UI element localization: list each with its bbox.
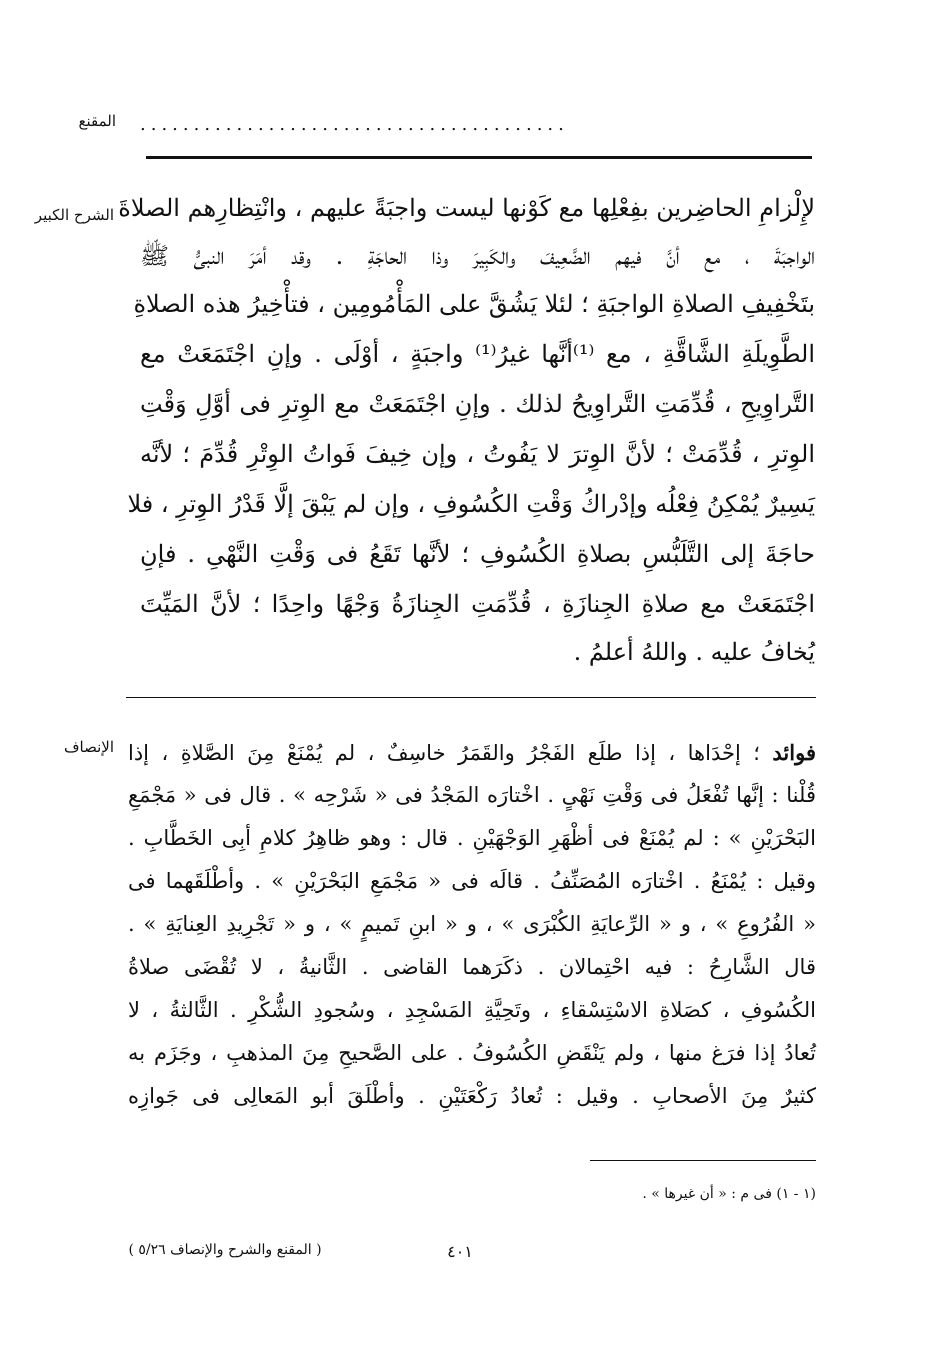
header-rule <box>146 156 812 159</box>
text-line: « الفُرُوعِ » ، و « الرِّعايَةِ الكُبْرَى » ، و « ابنِ تَميمٍ » ، و « تَجْرِيدِ العِنايَةِ » . <box>128 912 816 936</box>
text-line: يَسِيرٌ يُمْكِنُ فِعْلُه وإدْراكُ وَقْتِ الكُسُوفِ ، وإن لم يَبْقَ إلَّا قَدْرُ الوِترِ ، فلا <box>127 490 815 518</box>
text-line: لإِلْزامِ الحاضِرين بفِعْلِها مع كَوْنها ليست واجبَةً عليهم ، وانْتِظارِهم الصلاةَ <box>118 194 815 222</box>
text-line: الواجبَةَ ، مع أنَّ فيهم الضَّعِيفَ والكَبِيرَ وذا الحاجَةِ . وقد أمَرَ النبىُّ ﷺ <box>140 242 816 270</box>
text-line: البَحْرَيْنِ » : لم يُمْنَعْ فى أظْهَرِ الوَجْهَيْنِ . قال : وهو ظاهِرُ كلامِ أبِى الخَطَّابِ . <box>128 826 816 850</box>
page-number: ٤٠١ <box>447 1242 473 1261</box>
insaf-text-block <box>128 736 816 1156</box>
text-line <box>128 736 816 770</box>
text-line: وقيل : يُمْنَعُ . اخْتارَه المُصَنِّفُ . قالَه فى « مَجْمَعِ البَحْرَيْنِ » . وأطْلَقَهما فى <box>128 869 816 893</box>
text-line: التَّراوِيحِ ، قُدِّمَتِ التَّراوِيحُ لذلك . وإنِ اجْتَمَعَتْ مع الوِترِ فى أوَّلِ وَقْتِ <box>140 390 815 418</box>
running-header-title: المقنع <box>78 112 116 130</box>
footnote-rule <box>590 1160 816 1161</box>
text-line: يُخافُ عليه . واللهُ أعلمُ . <box>573 638 815 666</box>
text-line: كثيرٌ مِنَ الأصحابِ . وقيل : تُعادُ رَكْعَتَيْنِ . وأطْلَقَ أبو المَعالِى فى جَوازِه <box>128 1084 816 1108</box>
text-line: قُلْنا : إنَّها تُفْعَلُ فى وَقْتِ نَهْىٍ . اخْتارَه المَجْدُ فى « شَرْحِه » . قال فى « مَجْمَعِ <box>128 783 816 807</box>
section-divider <box>126 697 816 698</box>
text-line: حاجَةَ إلى التَّلَبُّسِ بصلاةِ الكُسُوفِ ؛ لأنَّها تَقَعُ فى وَقْتِ النَّهْىِ . فإنِ <box>140 540 815 568</box>
source-reference: ( المقنع والشرح والإنصاف ٥/٢٦ ) <box>128 1242 322 1258</box>
sharh-text-block <box>118 188 816 688</box>
text-line: تُعادُ إذا فرَغ منها ، ولم يَنْقَضِ الكُسُوفُ . على الصَّحيحِ مِنَ المذهبِ ، وجَزَم به <box>128 1041 816 1065</box>
footnote: (١ - ١) فى م : « أن غيرها » . <box>642 1186 816 1202</box>
fawaid-heading: فوائد <box>772 740 816 765</box>
header-dotted-leader: ........................................ <box>140 114 569 135</box>
section-label-insaf: الإنصاف <box>63 738 114 756</box>
section-label-sharh: الشرح الكبير <box>34 206 114 224</box>
text-line: قال الشَّارِحُ : فيه احْتِمالان . ذكَرَهما القاضى . الثَّانيةُ ، لا تُقْضَى صلاةُ <box>128 955 816 979</box>
text-line-rest: ؛ إحْدَاها ، إذا طلَع الفَجْرُ والقَمَرُ خاسِفٌ ، لم يُمْنَعْ مِنَ الصَّلاةِ ، إذا <box>128 741 760 765</box>
text-line: بتَخْفِيفِ الصلاةِ الواجبَةِ ؛ لئلا يَشُقَّ على المَأْمُومِين ، فتأْخِيرُ هذه الصلاةِ <box>133 290 815 318</box>
text-line: الطَّوِيلَةِ الشَّاقَّةِ ، مع ⁽¹⁾أنَّها غيرُ⁽¹⁾ واجبَةٍ ، أوْلَى . وإنِ اجْتَمَعَتْ مع <box>140 340 815 368</box>
text-line: اجْتَمَعَتْ مع صلاةِ الجِنازَةِ ، قُدِّمَتِ الجِنازَةُ وَجْهًا واحِدًا ؛ لأنَّ المَيِّتَ <box>140 590 815 618</box>
text-line: الكُسُوفِ ، كصَلاةِ الاسْتِسْقاءِ ، وتَحِيَّةِ المَسْجِدِ ، وسُجودِ الشُّكْرِ . الثَّالثةُ ، لا <box>128 998 816 1022</box>
text-line: الوِترِ ، قُدِّمَتْ ؛ لأنَّ الوِترَ لا يَفُوتُ ، وإن خِيفَ فَواتُ الوِتْرِ قُدِّمَ ؛ لأنَّه <box>140 440 815 468</box>
